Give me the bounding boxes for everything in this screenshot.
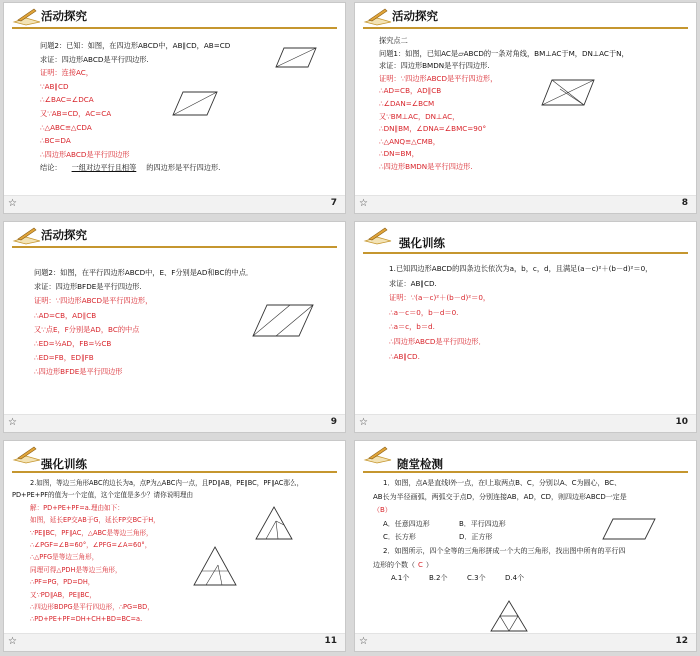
text-line: 求证：四边形BFDE是平行四边形. — [34, 282, 142, 292]
transition-star-icon[interactable]: ☆ — [8, 198, 17, 209]
text-line: 求证：四边形BMDN是平行四边形. — [379, 61, 490, 71]
q2-prefix: 边形的个数（ — [373, 560, 415, 569]
options-row — [373, 572, 686, 586]
slide-footer — [4, 414, 345, 432]
proof-line: ∴PD+PE+PF=DH+CH+BD=BC=a. — [30, 615, 143, 624]
slide-footer — [355, 414, 696, 432]
slide-thumbnail-7[interactable] — [3, 2, 346, 214]
proof-line: ∵PE∥BC，PF∥AC，△ABC是等边三角形， — [30, 528, 153, 537]
parallelogram-diagonal-figure — [169, 89, 221, 119]
text-line: 探究点二 — [379, 36, 408, 45]
slide-header — [4, 441, 345, 471]
slide-thumbnail-11[interactable] — [3, 440, 346, 652]
slide-title: 强化训练 — [41, 457, 87, 471]
slide-number: 11 — [324, 636, 337, 646]
header-divider — [363, 252, 688, 254]
proof-line: 同理可得△PDH是等边三角形， — [30, 565, 122, 574]
text-line: 1.已知四边形ABCD的四条边长依次为a，b，c，d，且满足(a－c)²＋(b－d)²＝0， — [389, 264, 653, 273]
header-divider — [363, 471, 688, 473]
slide-title: 强化训练 — [399, 236, 445, 250]
proof-line: 证明：∵四边形ABCD是平行四边形， — [34, 296, 153, 306]
option-d: D．正方形 — [459, 533, 493, 542]
slide-header — [4, 222, 345, 246]
proof-line: ∴四边形BMDN是平行四边形. — [379, 161, 473, 171]
pencil-book-icon — [12, 444, 42, 464]
proof-line: 证明：连接AC， — [40, 68, 93, 78]
conclusion-prefix: 结论： — [40, 163, 62, 173]
proof-line: ∴DN=BM， — [379, 149, 419, 159]
slide-number: 10 — [675, 417, 688, 427]
proof-line: ∴△ANQ≌△CMB， — [379, 136, 440, 146]
pencil-book-icon — [363, 6, 393, 26]
proof-line: ∴BC=DA — [40, 136, 71, 146]
pencil-book-icon — [363, 225, 393, 245]
slide-header — [355, 441, 696, 471]
proof-line: ∴∠BAC=∠DCA — [40, 95, 94, 105]
proof-line: ∵AB∥CD — [40, 81, 69, 91]
text-line: PD+PE+PF的值为一个定值，这个定值是多少？请你说明理由 — [12, 491, 194, 500]
proof-line: 证明：∵四边形ABCD是平行四边形， — [379, 73, 498, 83]
proof-line: ∴DN∥BM，∠DNA=∠BMC=90° — [379, 124, 487, 134]
proof-line: ∴四边形BFDE是平行四边形 — [34, 367, 123, 377]
proof-line: ∴四边形BDPG是平行四边形，∴PG=BD， — [30, 603, 154, 612]
proof-line: 又∵PD∥AB，PE∥BC， — [30, 590, 96, 599]
pencil-book-icon — [12, 225, 42, 245]
slide-body — [389, 262, 686, 364]
pencil-book-icon — [363, 444, 393, 464]
slide-title: 随堂检测 — [397, 457, 443, 471]
question-line — [373, 559, 686, 573]
equilateral-triangle-figure-2 — [192, 545, 238, 587]
parallelogram-figure — [272, 45, 320, 71]
slide-footer — [355, 195, 696, 213]
proof-line: 如图，延长EP交AB于G，延长FP交BC于H， — [30, 516, 160, 525]
proof-line: ∴∠PGF=∠B=60°，∠PFG=∠A=60°， — [30, 541, 152, 550]
header-divider — [12, 471, 337, 473]
slide-header — [355, 3, 696, 27]
q2-answer: C — [418, 560, 423, 569]
proof-line: 解：PD+PE+PF=a.理由如下： — [30, 503, 124, 512]
slide-thumbnail-12[interactable] — [354, 440, 697, 652]
proof-line: ∴△PFG是等边三角形， — [30, 553, 99, 562]
slide-title: 活动探究 — [41, 228, 87, 242]
slide-thumbnail-8[interactable] — [354, 2, 697, 214]
slide-body — [12, 477, 335, 626]
option-a: A．任意四边形 — [383, 519, 430, 528]
equilateral-triangle-figure-1 — [254, 505, 294, 541]
pencil-book-icon — [12, 6, 42, 26]
q2-option-b: B.2个 — [429, 574, 448, 583]
proof-line: ∴PF=PG，PD=DH， — [30, 578, 95, 587]
slide-number: 8 — [681, 198, 688, 208]
proof-line: ∴∠DAN=∠BCM — [379, 98, 435, 108]
proof-line: ∴a＝c，b＝d. — [389, 322, 435, 332]
proof-line: ∴AD=CB，AD∥CB — [379, 86, 442, 96]
text-line: 问题2：已知：如图，在四边形ABCD中，AB∥CD，AB=CD — [40, 41, 231, 50]
transition-star-icon[interactable]: ☆ — [359, 417, 368, 428]
question-line: 1．如图，点A是直线l外一点，在l上取两点B、C，分别以A、C为圆心，BC、 — [383, 479, 622, 487]
transition-star-icon[interactable]: ☆ — [359, 198, 368, 209]
slide-title: 活动探究 — [41, 9, 87, 23]
transition-star-icon[interactable]: ☆ — [8, 636, 17, 647]
transition-star-icon[interactable]: ☆ — [359, 636, 368, 647]
text-line: 求证：AB∥CD. — [389, 278, 437, 288]
proof-line: ∴ED=½AD，FB=½CB — [34, 339, 112, 349]
proof-line: 证明：∵(a－c)²＋(b－d)²＝0， — [389, 293, 491, 303]
answer-mark: （B） — [373, 506, 392, 515]
slide-number: 9 — [330, 417, 337, 427]
text-line: 2.如图，等边三角形ABC的边长为a，点P为△ABC内一点，且PD∥AB，PE∥BC，PF∥AC那么， — [30, 479, 304, 487]
text-line: 问题1：如图，已知AC是▱ABCD的一条对角线，BM⊥AC于M，DN⊥AC于N， — [379, 48, 629, 58]
slide-number: 12 — [675, 636, 688, 646]
slide-header — [4, 3, 345, 27]
header-divider — [363, 27, 688, 29]
parallelogram-abcd-figure — [601, 515, 657, 543]
slide-footer — [4, 195, 345, 213]
slide-body — [379, 35, 686, 174]
q2-option-d: D.4个 — [505, 574, 525, 583]
slide-thumbnail-9[interactable] — [3, 221, 346, 433]
proof-line: ∴a－c＝0，b－d＝0. — [389, 307, 459, 317]
parallelogram-bfde-figure — [249, 302, 317, 340]
slide-footer — [4, 633, 345, 651]
proof-line: 又∵点E，F分别是AD，BC的中点 — [34, 324, 140, 334]
conclusion-line — [40, 161, 335, 175]
parallelogram-bmdn-figure — [538, 77, 598, 109]
proof-line: ∴△ABC≌△CDA — [40, 122, 92, 132]
slide-thumbnail-10[interactable] — [354, 221, 697, 433]
question-line: 2．如图所示，四个全等的三角形拼成一个大的三角形，找出图中所有的平行四 — [383, 546, 626, 555]
option-c: C．长方形 — [383, 533, 416, 542]
conclusion-suffix: 的四边形是平行四边形. — [146, 163, 221, 173]
proof-line: ∴AD=CB，AD∥CB — [34, 310, 97, 320]
proof-line: 又∵BM⊥AC，DN⊥AC， — [379, 111, 460, 121]
q2-option-a: A.1个 — [391, 574, 410, 583]
q2-suffix: ） — [425, 560, 433, 569]
proof-line: ∴AB∥CD. — [389, 351, 420, 361]
header-divider — [12, 27, 337, 29]
transition-star-icon[interactable]: ☆ — [8, 417, 17, 428]
slide-header — [355, 222, 696, 250]
header-divider — [12, 246, 337, 248]
text-line: 问题2：如图，在平行四边形ABCD中，E、F分别是AD和BC的中点． — [34, 268, 254, 277]
proof-line: ∴四边形ABCD是平行四边形 — [40, 149, 130, 159]
slide-footer — [355, 633, 696, 651]
slide-title: 活动探究 — [392, 9, 438, 23]
conclusion-fill: 一组对边平行且相等 — [71, 163, 137, 173]
proof-line: ∴ED=FB，ED∥FB — [34, 353, 94, 363]
text-line: 求证：四边形ABCD是平行四边形. — [40, 54, 149, 64]
question-line: AB长为半径画弧，两弧交于点D，分别连接AB，AD，CD，则四边形ABCD一定是 — [373, 492, 627, 501]
q2-option-c: C.3个 — [467, 574, 486, 583]
proof-line: 又∵AB=CD，AC=CA — [40, 108, 112, 118]
four-triangles-figure — [489, 599, 529, 633]
proof-line: ∴四边形ABCD是平行四边形． — [389, 336, 486, 346]
slide-number: 7 — [330, 198, 337, 208]
option-b: B．平行四边形 — [459, 519, 506, 528]
